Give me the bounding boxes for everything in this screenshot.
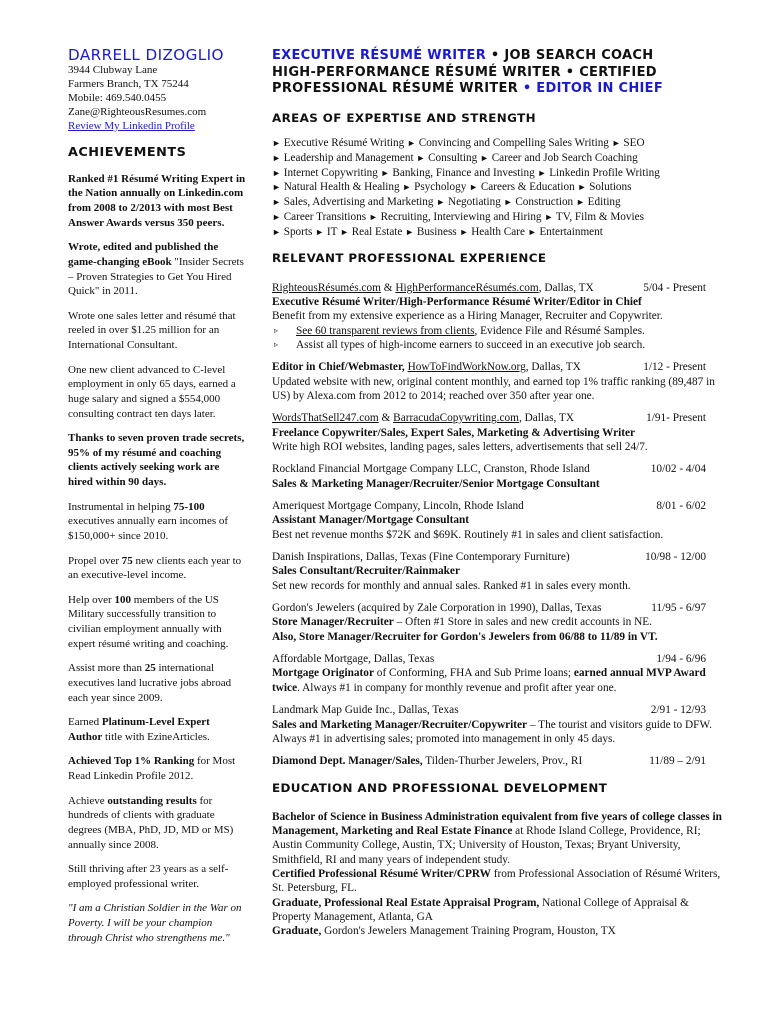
expertise-item: Convincing and Compelling Sales Writing	[418, 136, 609, 149]
expertise-item: Health Care	[471, 225, 525, 238]
education-emphasis: Graduate,	[272, 925, 322, 938]
expertise-item: Linkedin Profile Writing	[549, 166, 660, 179]
job-dates: 2/91 - 12/93	[650, 704, 706, 717]
expertise-item: Career and Job Search Coaching	[491, 151, 638, 164]
arrow-icon: ►	[416, 152, 426, 163]
education-item	[272, 810, 724, 867]
expertise-line	[272, 210, 724, 225]
job-company-name: Tilden-Thurber Jewelers, Prov., RI	[422, 755, 583, 768]
job-header	[272, 754, 724, 768]
bullet-marker: ▹	[274, 325, 279, 335]
education-text: Gordon's Jewelers Management Training Program, Houston, TX	[321, 925, 616, 938]
job-entry	[272, 499, 724, 542]
expertise-item: Sports	[283, 225, 313, 238]
job-title: Mortgage Originator	[272, 667, 374, 680]
expertise-item: Construction	[515, 196, 574, 209]
job-award: earned annual MVP Award twice	[272, 667, 706, 694]
achievement-item: Ranked #1 Résumé Writing Expert in the Nation annually on Linkedin.com from 2008 to 2/2013 with most Best Answer Awards versus 350 peers.	[68, 172, 246, 229]
contact-block	[68, 64, 246, 133]
job-title: Executive Résumé Writer/High-Performance Résumé Writer/Editor in Chief	[272, 295, 642, 308]
achievement-item	[68, 715, 246, 744]
job-title: Diamond Dept. Manager/Sales,	[272, 755, 423, 768]
expertise-item: Editing	[587, 196, 621, 209]
expertise-item: Solutions	[589, 181, 632, 194]
job-entry	[272, 550, 724, 593]
education-heading: EDUCATION AND PROFESSIONAL DEVELOPMENT	[272, 780, 608, 795]
job-description	[272, 615, 724, 629]
job-dates: 10/02 - 4/04	[650, 463, 706, 476]
reviews-link[interactable]: See 60 transparent reviews from clients	[296, 324, 475, 337]
title-text: • JOB SEARCH COACH	[486, 48, 654, 63]
job-description: Set new records for monthly and annual sales. Ranked #1 in sales every month.	[272, 579, 631, 592]
job-description-text: of Conforming, FHA and Sub Prime loans;	[373, 667, 574, 680]
job-company: Ameriquest Mortgage Company, Lincoln, Rhode Island	[272, 500, 524, 513]
achievement-text: Help over	[68, 593, 115, 606]
job-bullet	[274, 324, 724, 338]
job-company	[272, 754, 582, 768]
arrow-icon: ►	[544, 211, 554, 222]
achievement-text: new clients each year to an executive-level income.	[68, 554, 242, 582]
job-description	[272, 718, 724, 747]
education-text: from Professional Association of Résumé Writers, St. Petersburg, FL.	[272, 868, 721, 895]
experience-heading: RELEVANT PROFESSIONAL EXPERIENCE	[272, 251, 547, 266]
expertise-item: Natural Health & Healing	[283, 181, 400, 194]
achievement-emphasis: Platinum-Level Expert Author	[68, 716, 210, 743]
arrow-icon: ►	[368, 211, 378, 222]
job-title: Freelance Copywriter/Sales, Expert Sales, Marketing & Advertising Writer	[272, 426, 636, 439]
job-header	[272, 462, 724, 476]
arrow-icon: ►	[469, 182, 479, 193]
expertise-item: Banking, Finance and Investing	[392, 166, 535, 179]
achievement-item	[68, 661, 246, 705]
job-bullet	[274, 338, 724, 352]
address-line-1: 3944 Clubway Lane	[68, 64, 158, 77]
job-title: Sales and Marketing Manager/Recruiter/Copywriter	[272, 718, 528, 731]
education-emphasis: Certified Professional Résumé Writer/CPRW	[272, 868, 491, 881]
job-title: Store Manager/Recruiter	[272, 616, 394, 629]
education-text: National College of Appraisal & Property Management, Atlanta, GA	[272, 896, 689, 924]
expertise-line	[272, 225, 724, 240]
arrow-icon: ►	[611, 137, 621, 148]
achievement-text: title with EzineArticles.	[102, 730, 210, 743]
bullet-text	[296, 324, 645, 338]
achievement-item	[68, 794, 246, 853]
achievement-text: international executives land lucrative jobs abroad each year since 2009.	[68, 662, 232, 704]
title-text: PROFESSIONAL RÉSUMÉ WRITER	[272, 81, 519, 97]
education-item	[272, 924, 724, 938]
education-emphasis: Graduate, Professional Real Estate Appraisal Program,	[272, 896, 540, 909]
mobile-phone: Mobile: 469.540.0455	[68, 91, 167, 104]
job-title: Sales & Marketing Manager/Recruiter/Senior Mortgage Consultant	[272, 477, 600, 490]
job-entry	[272, 281, 724, 353]
job-header	[272, 703, 724, 717]
job-entry	[272, 601, 724, 644]
job-entry	[272, 411, 724, 454]
achievement-item	[68, 240, 246, 299]
job-description-text: – Often #1 Store in sales and new credit accounts in NE.	[393, 616, 653, 629]
address-line-2: Farmers Branch, TX 75244	[68, 78, 189, 91]
job-dates: 10/98 - 12/00	[645, 551, 706, 564]
achievements-heading: ACHIEVEMENTS	[68, 144, 187, 160]
achievement-text: executives annually earn incomes of $150,000+ since 2010.	[68, 515, 229, 542]
job-header	[272, 652, 724, 666]
company-link[interactable]: HowToFindWorkNow.org	[407, 361, 526, 374]
job-title: Editor in Chief/Webmaster,	[272, 361, 408, 374]
expertise-item: Real Estate	[351, 225, 403, 238]
title-line-1	[272, 48, 724, 65]
job-note: Also, Store Manager/Recruiter for Gordon's Jewelers from 06/88 to 11/89 in VT.	[272, 630, 658, 643]
arrow-icon: ►	[407, 137, 416, 148]
title-line-2: HIGH-PERFORMANCE RÉSUMÉ WRITER • CERTIFIED	[272, 64, 657, 80]
company-link[interactable]: RighteousRésumés.com	[272, 281, 381, 294]
job-location: , Dallas, TX	[518, 412, 574, 425]
areas-list	[272, 136, 724, 239]
arrow-icon: ►	[272, 226, 281, 237]
achievement-emphasis: 75-100	[173, 500, 205, 513]
expertise-item: IT	[326, 225, 338, 238]
expertise-item: Recruiting, Interviewing and Hiring	[380, 210, 542, 223]
personal-quote: "I am a Christian Soldier in the War on Poverty. I will be your champion through Christ who strengthens me."	[68, 902, 242, 944]
candidate-name: DARRELL DIZOGLIO	[68, 46, 224, 64]
education-text: at Rhode Island College, Providence, RI; Austin Community College, Austin, TX; University of Houston, Texas; Bryant University, Smithfield, RI and many years of independent study.	[272, 824, 701, 866]
job-description: Write high ROI websites, landing pages, sales letters, advertisements that sell 24/7.	[272, 441, 648, 453]
job-description: Benefit from my extensive experience as a Hiring Manager, Recruiter and Copywriter.	[272, 310, 663, 323]
achievement-item: Wrote one sales letter and résumé that reeled in over $1.25 million for an International Consultant.	[68, 309, 236, 352]
education-list	[272, 810, 724, 939]
company-link[interactable]: BarracudaCopywriting.com	[393, 412, 519, 425]
expertise-item: Internet Copywriting	[283, 166, 378, 179]
expertise-item: Careers & Education	[480, 181, 575, 194]
education-item	[272, 867, 724, 896]
expertise-line	[272, 136, 724, 151]
company-link[interactable]: WordsThatSell247.com	[272, 412, 379, 425]
title-highlight: EXECUTIVE RÉSUMÉ WRITER	[272, 48, 487, 63]
arrow-icon: ►	[527, 226, 537, 237]
job-header	[272, 499, 724, 513]
education-emphasis: Bachelor of Science in Business Administration equivalent from five years of college classes in Management, Marketing and Real Estate Finance	[272, 810, 722, 837]
title-highlight: • EDITOR IN CHIEF	[518, 81, 664, 97]
job-dates: 1/94 - 6/96	[656, 653, 706, 666]
expertise-item: TV, Film & Movies	[555, 210, 644, 223]
job-dates: 1/12 - Present	[643, 361, 706, 374]
job-description-text: – The tourist and visitors guide to DFW. Always #1 in advertising sales; promoted into management in only 45 days.	[272, 718, 712, 745]
title-block	[272, 48, 724, 98]
achievement-item: Thanks to seven proven trade secrets, 95% of my résumé and coaching clients actively seeking work are hired within 90 days.	[68, 432, 245, 489]
arrow-icon: ►	[272, 167, 281, 178]
achievement-emphasis: Achieved Top 1% Ranking	[68, 755, 195, 768]
job-company: Rockland Financial Mortgage Company LLC, Cranston, Rhode Island	[272, 463, 590, 476]
arrow-icon: ►	[480, 152, 489, 163]
job-entry	[272, 360, 724, 403]
expertise-item: Executive Résumé Writing	[283, 136, 405, 149]
expertise-line	[272, 166, 724, 181]
bullet-text: Assist all types of high-income earners to succeed in an executive job search.	[296, 338, 646, 351]
arrow-icon: ►	[315, 226, 325, 237]
achievement-item	[68, 754, 246, 783]
job-header	[272, 601, 724, 615]
job-header	[272, 550, 724, 564]
job-company: Danish Inspirations, Dallas, Texas (Fine Contemporary Furniture)	[272, 551, 570, 564]
job-header	[272, 281, 724, 295]
achievement-text: Assist more than	[68, 662, 145, 675]
job-entry	[272, 754, 724, 768]
achievement-emphasis: 100	[114, 593, 131, 606]
job-entry	[272, 703, 724, 746]
job-description: Best net revenue months $72K and $69K. Routinely #1 in sales and client satisfaction.	[272, 528, 664, 541]
job-location: , Dallas, TX	[525, 361, 581, 374]
achievement-text: Achieve	[68, 794, 108, 807]
job-dates: 11/95 - 6/97	[651, 602, 706, 615]
arrow-icon: ►	[272, 197, 281, 208]
expertise-line	[272, 180, 724, 195]
achievements-list	[68, 172, 246, 946]
arrow-icon: ►	[503, 197, 513, 208]
arrow-icon: ►	[272, 152, 281, 163]
company-link[interactable]: HighPerformanceRésumés.com	[395, 281, 539, 294]
arrow-icon: ►	[405, 226, 415, 237]
achievement-item	[68, 500, 246, 544]
arrow-icon: ►	[577, 182, 587, 193]
title-line-3	[272, 81, 724, 98]
expertise-item: Business	[416, 225, 457, 238]
job-location: , Dallas, TX	[538, 281, 594, 294]
job-dates: 1/91- Present	[646, 412, 706, 425]
job-dates: 5/04 - Present	[643, 281, 706, 294]
expertise-line	[272, 151, 724, 166]
job-company: Landmark Map Guide Inc., Dallas, Texas	[272, 704, 459, 717]
achievement-text: members of the US Military successfully transition to civilian employment annually with expert résumé writing and coaching.	[68, 593, 229, 650]
job-company	[272, 281, 594, 295]
arrow-icon: ►	[537, 167, 547, 178]
expertise-item: Entertainment	[539, 225, 603, 238]
expertise-item: Negotiating	[448, 196, 501, 209]
job-header	[272, 411, 724, 425]
job-company: Affordable Mortgage, Dallas, Texas	[272, 653, 435, 666]
job-entry	[272, 652, 724, 695]
job-dates: 8/01 - 6/02	[656, 500, 706, 513]
job-header	[272, 360, 724, 374]
expertise-item: Psychology	[414, 181, 467, 194]
arrow-icon: ►	[436, 197, 446, 208]
expertise-item: Career Transitions	[283, 210, 367, 223]
achievement-text: Earned	[68, 716, 102, 729]
job-company: Gordon's Jewelers (acquired by Zale Corporation in 1990), Dallas, Texas	[272, 602, 602, 615]
achievement-item: One new client advanced to C-level employment in only 65 days, earned a huge salary and signed a $554,000 consulting contract ten days later.	[68, 363, 236, 420]
job-description: Updated website with new, original content monthly, and earned top 1% traffic ranking (89,487 in US) by Alexa.com from 2012 to 2014; reached over 350 after year one.	[272, 375, 715, 402]
bullet-text-rest: , Evidence File and Résumé Samples.	[474, 324, 645, 337]
job-company	[272, 411, 574, 425]
arrow-icon: ►	[272, 137, 281, 148]
achievement-item	[68, 593, 246, 652]
achievement-text: "Insider Secrets – Proven Strategies to Get You Hired Quick" in 2011.	[68, 255, 244, 298]
achievement-text: for Most Read Linkedin Profile 2012.	[68, 755, 236, 783]
achievement-emphasis: 25	[144, 662, 156, 675]
expertise-item: Sales, Advertising and Marketing	[283, 196, 434, 209]
areas-heading: AREAS OF EXPERTISE AND STRENGTH	[272, 110, 536, 125]
job-dates: 11/89 – 2/91	[649, 755, 706, 768]
job-title: Sales Consultant/Recruiter/Rainmaker	[272, 565, 460, 578]
job-description	[272, 666, 724, 695]
arrow-icon: ►	[272, 211, 281, 222]
sidebar	[68, 46, 246, 955]
expertise-item: Leadership and Management	[283, 151, 414, 164]
achievement-item	[68, 554, 246, 583]
linkedin-profile-link[interactable]: Review My Linkedin Profile	[68, 119, 195, 132]
expertise-item: Consulting	[428, 151, 478, 164]
achievement-text: Instrumental in helping	[68, 500, 174, 513]
arrow-icon: ►	[575, 197, 585, 208]
arrow-icon: ►	[459, 226, 469, 237]
job-entry	[272, 462, 724, 491]
job-company	[272, 360, 581, 374]
arrow-icon: ►	[380, 167, 390, 178]
achievement-text: Propel over	[68, 554, 122, 567]
achievement-emphasis: outstanding results	[107, 794, 197, 807]
company-sep: &	[380, 281, 396, 294]
education-item	[272, 896, 724, 925]
achievement-emphasis: Wrote, edited and published the game-changing eBook	[68, 241, 219, 268]
achievement-text: for hundreds of clients with graduate degrees (MBA, PhD, JD, MD or MS) annually since 2008.	[68, 794, 234, 851]
company-sep: &	[378, 412, 394, 425]
job-description-text: . Always #1 in company for monthly revenue and profit after year one.	[297, 681, 617, 694]
arrow-icon: ►	[340, 226, 349, 237]
expertise-line	[272, 195, 724, 210]
job-title: Assistant Manager/Mortgage Consultant	[272, 514, 470, 527]
expertise-item: SEO	[623, 136, 645, 149]
arrow-icon: ►	[272, 182, 281, 193]
arrow-icon: ►	[402, 182, 412, 193]
achievement-item: Still thriving after 23 years as a self-employed professional writer.	[68, 863, 229, 890]
main-column	[272, 48, 724, 939]
achievement-emphasis: 75	[121, 554, 133, 567]
email-address: Zane@RighteousResumes.com	[68, 105, 207, 118]
bullet-marker: ▹	[274, 339, 279, 349]
